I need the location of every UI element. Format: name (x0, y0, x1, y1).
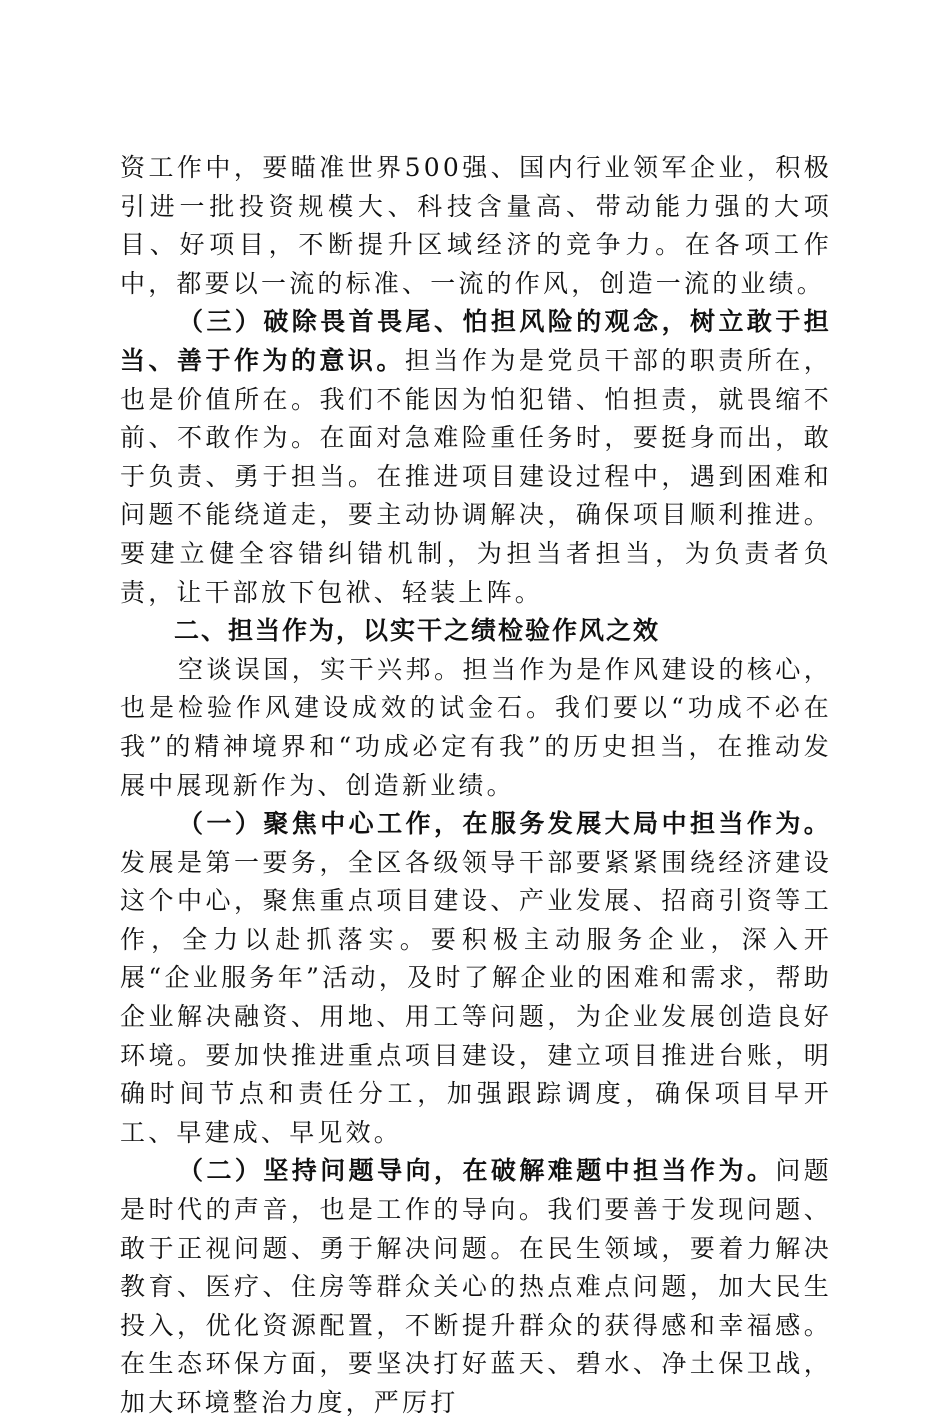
paragraph-text: 发展是第一要务，全区各级领导干部要紧紧围绕经济建设这个中心，聚焦重点项目建设、产业发展、招商引资等工作，全力以赴抓落实。要积极主动服务企业，深入开展“企业服务年”活动，及时了解企业的困难和需求，帮助企业解决融资、用地、用工等问题，为企业发展创造良好环境。要加快推进重点项目建设，建立项目推进台账，明确时间节点和责任分工，加强跟踪调度，确保项目早开工、早建成、早见效。 (120, 847, 832, 1147)
paragraph-text: 问题是时代的声音，也是工作的导向。我们要善于发现问题、敢于正视问题、勇于解决问题。在民生领域，要着力解决教育、医疗、住房等群众关心的热点难点问题，加大民生投入，优化资源配置，不断提升群众的获得感和幸福感。在生态环保方面，要坚决打好蓝天、碧水、净土保卫战，加大环境整治力度，严厉打 (120, 1156, 833, 1417)
section-heading: 二、担当作为，以实干之绩检验作风之效 (174, 616, 661, 646)
subsection-lead: （二）坚持问题导向，在破解难题中担当作为。 (178, 1156, 776, 1186)
subsection-lead: （三）破除畏首畏尾、怕担风险的观念，树立敢于担当、善于作为的意识。 (120, 307, 832, 375)
document-body (120, 149, 832, 1423)
paragraph-body (120, 651, 832, 805)
paragraph-text: 空谈误国，实干兴邦。担当作为是作风建设的核心，也是检验作风建设成效的试金石。我们要以“功成不必在我”的精神境界和“功成必定有我”的历史担当，在推动发展中展现新作为、创造新业绩。 (120, 654, 832, 800)
paragraph-subsection-1 (120, 805, 832, 1152)
paragraph-continuation (120, 149, 832, 303)
paragraph-subsection-2 (120, 1152, 832, 1422)
paragraph-text: 资工作中，要瞄准世界500强、国内行业领军企业，积极引进一批投资规模大、科技含量高、带动能力强的大项目、好项目，不断提升区域经济的竞争力。在各项工作中，都要以一流的标准、一流的作风，创造一流的业绩。 (120, 153, 832, 298)
paragraph-subsection-3 (120, 303, 832, 612)
subsection-lead: （一）聚焦中心工作，在服务发展大局中担当作为。 (178, 809, 832, 839)
paragraph-text: 担当作为是党员干部的职责所在，也是价值所在。我们不能因为怕犯错、怕担责，就畏缩不前、不敢作为。在面对急难险重任务时，要挺身而出，敢于负责、勇于担当。在推进项目建设过程中，遇到困难和问题不能绕道走，要主动协调解决，确保项目顺利推进。要建立健全容错纠错机制，为担当者担当，为负责者负责，让干部放下包袱、轻装上阵。 (120, 345, 832, 607)
